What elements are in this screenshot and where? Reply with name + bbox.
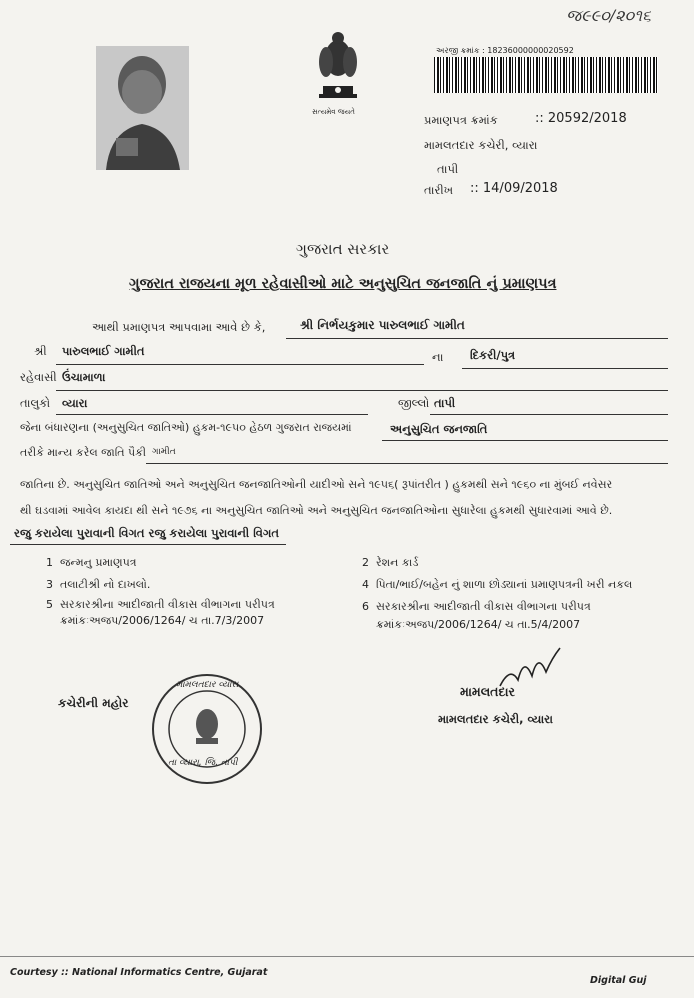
recognized-label: તરીકે માન્ય કરેલ જાતિ પૈકી: [20, 446, 147, 459]
issue-statement: આથી પ્રમાણપત્ર આપવામા આવે છે કે,: [92, 320, 266, 334]
evidence-item: 2 રેશન કાર્ડ: [362, 556, 419, 569]
na-label: ના: [432, 350, 444, 364]
taluka-underline: [56, 414, 368, 415]
cert-number: :: 20592/2018: [535, 111, 627, 126]
emblem-motto: સત્યમેવ જયતે: [312, 108, 355, 116]
stamp-top-text: મામલતદાર વ્યારા: [176, 680, 239, 690]
evidence-item-sub: ક્રમાંકઃઅજપ/2006/1264/ ચ તા.5/4/2007: [376, 618, 581, 631]
evidence-item-sub: ક્રમાંકઃઅજપ/2006/1264/ ચ તા.7/3/2007: [60, 614, 265, 627]
paragraph-line-2: થી ઘડવામાં આવેલ કાયદા થી સને ૧૯૭૬ ના અનુસુચિત જાતિઓ અને અનુસુચિત જનજાતિઓના સુધારેલા હુકમથી સુધારવામાં આવે છે.: [20, 504, 613, 517]
shri-label: શ્રી: [34, 344, 47, 358]
resident-village: ઉંચામાળા: [62, 370, 106, 384]
application-number: અરજી ક્રમાંક : 18236000000020592: [436, 46, 574, 55]
caste-underline: [146, 463, 668, 464]
taluka-value: વ્યારા: [62, 396, 88, 410]
district-underline: [430, 414, 668, 415]
barcode: [434, 57, 658, 93]
date-label: તારીખ: [424, 183, 454, 197]
evidence-item: 4 પિતા/ભાઈ/બહેન નું શાળા છોડ્યાનાં પ્રમાણપત્રની ખરી નકલ: [362, 578, 633, 591]
relation: દિકરી/પુત્ર: [470, 348, 516, 362]
taluka-label: તાલુકો: [20, 396, 51, 410]
stamp-bottom-text: તા વ્યારા, જિ. તાપી: [168, 758, 238, 768]
name-underline: [286, 338, 668, 339]
resident-underline: [56, 390, 668, 391]
national-emblem: [307, 28, 369, 118]
applicant-photo: [96, 46, 189, 170]
evidence-heading: રજુ કરાયેલા પુરાવાની વિગત રજુ કરાયેલા પુરાવાની વિગત: [14, 526, 279, 540]
category-underline: [382, 440, 668, 441]
evidence-item: 6 સરકારશ્રીના આદીજાતી વીકાસ વીભાગના પરીપત્ર: [362, 600, 591, 613]
district-label: જીલ્લો: [398, 396, 430, 410]
handwritten-reference: જ૯૯૦/૨૦૧૬: [566, 6, 651, 25]
cert-number-label: પ્રમાણપત્ર ક્રમાંક: [424, 113, 498, 127]
government-heading: ગુજરાત સરકાર: [296, 240, 390, 258]
digital-gujarat-text: Digital Guj: [590, 975, 647, 986]
issue-date: :: 14/09/2018: [470, 181, 558, 196]
relation-underline: [462, 368, 668, 369]
category: અનુસુચિત જનજાતિ: [390, 422, 488, 436]
issuing-office: મામલતદાર કચેરી, વ્યારા: [424, 138, 538, 152]
evidence-heading-underline: [10, 544, 286, 545]
constitution-label: જેના બંધારણના (અનુસુચિત જાતિઓ) હુકમ-૧૯૫૦ હેઠળ ગુજરાત રાજયમાં: [20, 421, 352, 434]
certificate-title: ગુજરાત રાજયના મૂળ રહેવાસીઓ માટે અનુસુચિત જનજાતિ નું પ્રમાણપત્ર: [129, 276, 557, 292]
evidence-item: 1 જન્મનુ પ્રમાણપત્ર: [46, 556, 137, 569]
signatory-office: મામલતદાર કચેરી, વ્યારા: [438, 712, 553, 726]
evidence-item: 5 સરકારશ્રીના આદીજાતી વીકાસ વીભાગના પરીપત્ર: [46, 598, 275, 611]
father-underline: [56, 364, 424, 365]
signatory-title: મામલતદાર: [460, 684, 515, 699]
courtesy-text: Courtesy :: National Informatics Centre, Gujarat: [10, 967, 268, 978]
father-name: પારુલભાઈ ગામીત: [62, 344, 145, 358]
district-name: તાપી: [437, 162, 459, 176]
resident-label: રહેવાસી: [20, 370, 57, 384]
applicant-name: શ્રી નિર્ભયકુમાર પારુલભાઈ ગામીત: [300, 318, 465, 332]
evidence-item: 3 તલાટીશ્રી નો દાખલો.: [46, 578, 151, 591]
seal-label: કચેરીની મહોર: [58, 696, 129, 710]
caste: ગામીત: [152, 447, 176, 457]
district-value: તાપી: [434, 396, 456, 410]
paragraph-line-1: જાતિના છે. અનુસુચિત જાતિઓ અને અનુસુચિત જનજાતિઓની યાદીઓ સને ૧૯૫૬( રૂપાંતરીત ) હુકમથી સને ૧૯૬૦ ના મુંબઈ નવેસર: [20, 478, 613, 491]
footer: [0, 956, 694, 998]
